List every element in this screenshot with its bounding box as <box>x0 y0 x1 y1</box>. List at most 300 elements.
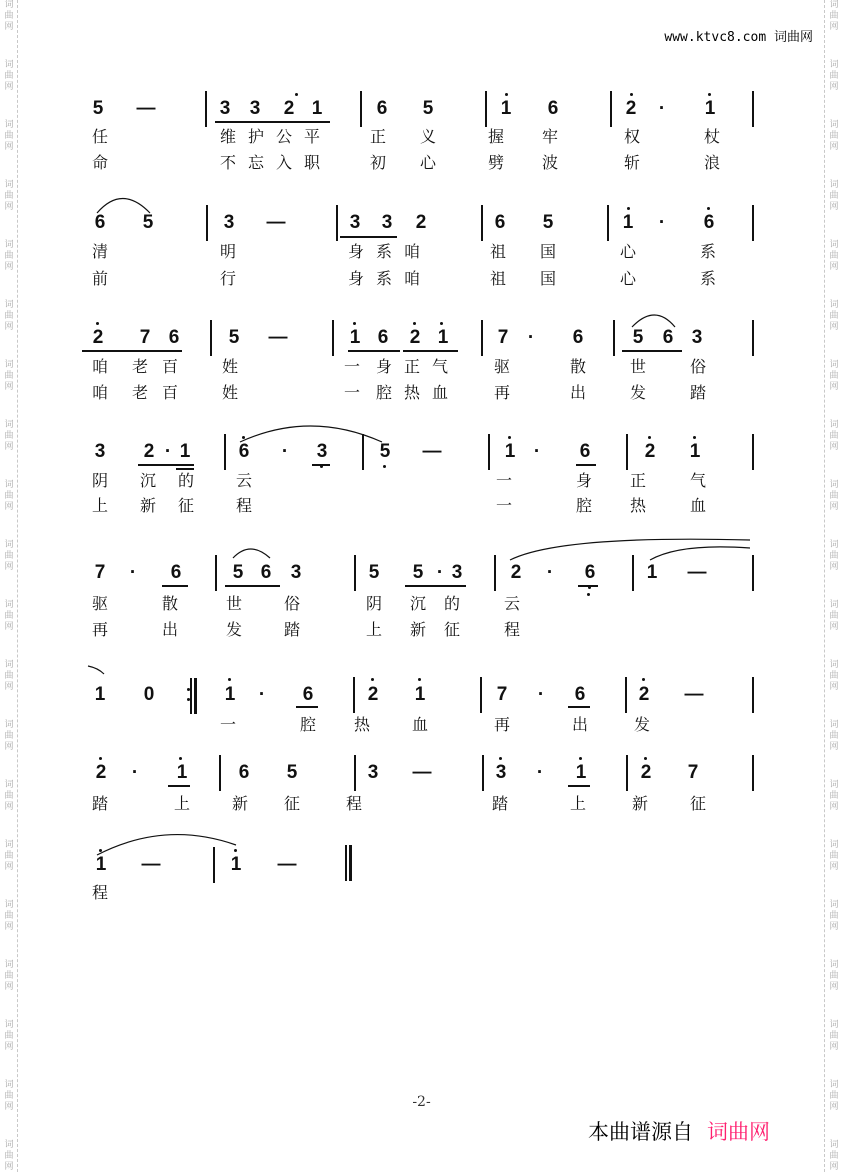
watermark-char: 词 <box>829 120 839 130</box>
lyric-verse1: 权 <box>624 127 641 146</box>
watermark-char: 曲 <box>4 731 14 741</box>
jianpu-note: 1 <box>230 854 242 875</box>
lyric-verse1: 系 <box>376 242 393 261</box>
watermark-char: 词 <box>829 60 839 70</box>
lyric-verse2: 姓 <box>222 383 239 402</box>
jianpu-note: 5 <box>142 212 154 233</box>
watermark-char: 词 <box>4 540 14 550</box>
lyric-verse2: 上 <box>366 620 383 639</box>
lyric-verse1: 踏 <box>92 794 109 813</box>
jianpu-note: 3 <box>691 327 703 348</box>
watermark-char: 网 <box>4 682 14 692</box>
jianpu-note: — <box>277 854 297 875</box>
watermark-char: 网 <box>4 82 14 92</box>
lyric-verse1: 维 <box>220 127 237 146</box>
watermark-char: 曲 <box>829 731 839 741</box>
lyric-verse1: 身 <box>348 242 365 261</box>
jianpu-note: · <box>537 684 545 705</box>
jianpu-note: 6 <box>238 762 250 783</box>
lyric-verse1: 征 <box>690 794 707 813</box>
watermark-char: 网 <box>4 22 14 32</box>
jianpu-note: 6 <box>376 98 388 119</box>
watermark-char: 曲 <box>829 1091 839 1101</box>
watermark-char: 网 <box>4 982 14 992</box>
jianpu-note: 2 <box>638 684 650 705</box>
lyric-verse2: 老 <box>132 383 149 402</box>
watermark-char: 词 <box>4 780 14 790</box>
lyric-verse1: 云 <box>504 594 521 613</box>
jianpu-note: 3 <box>495 762 507 783</box>
lyric-verse2: 系 <box>376 269 393 288</box>
lyric-verse2: 命 <box>92 153 109 172</box>
lyric-verse1: 正 <box>370 127 387 146</box>
watermark-char: 网 <box>4 1162 14 1172</box>
watermark-char: 曲 <box>829 551 839 561</box>
site-name: 词曲网 <box>773 30 813 45</box>
jianpu-note: 2 <box>367 684 379 705</box>
watermark-char: 词 <box>4 120 14 130</box>
lyric-verse1: 上 <box>174 794 191 813</box>
jianpu-note: 2 <box>283 98 295 119</box>
lyric-verse2: 不 <box>220 153 237 172</box>
watermark-char: 网 <box>829 322 839 332</box>
lyric-verse1: 系 <box>700 242 717 261</box>
jianpu-note: 1 <box>179 441 191 462</box>
lyric-verse1: 散 <box>162 594 179 613</box>
jianpu-note: 2 <box>644 441 656 462</box>
jianpu-note: 5 <box>632 327 644 348</box>
watermark-char: 词 <box>829 480 839 490</box>
watermark-char: 曲 <box>829 71 839 81</box>
lyric-verse1: 世 <box>226 594 243 613</box>
jianpu-note: — <box>268 327 288 348</box>
watermark-char: 词 <box>4 360 14 370</box>
jianpu-note: 6 <box>168 327 180 348</box>
watermark-char: 词 <box>4 180 14 190</box>
watermark-char: 词 <box>829 300 839 310</box>
jianpu-note: 6 <box>579 441 591 462</box>
lyric-verse2: 再 <box>494 383 511 402</box>
watermark-char: 曲 <box>4 491 14 501</box>
jianpu-note: 5 <box>379 441 391 462</box>
lyric-verse1: 沉 <box>410 594 427 613</box>
jianpu-note: 1 <box>94 684 106 705</box>
watermark-char: 词 <box>4 240 14 250</box>
lyric-verse1: 杖 <box>704 127 721 146</box>
watermark-char: 曲 <box>829 191 839 201</box>
watermark-char: 曲 <box>829 131 839 141</box>
watermark-char: 网 <box>829 682 839 692</box>
lyric-verse1: 正 <box>404 357 421 376</box>
watermark-char: 曲 <box>829 491 839 501</box>
lyric-verse2: 行 <box>220 269 237 288</box>
watermark-char: 曲 <box>829 11 839 21</box>
jianpu-note: — <box>687 562 707 583</box>
watermark-char: 词 <box>829 1140 839 1150</box>
jianpu-note: 3 <box>249 98 261 119</box>
lyric-verse1: 的 <box>444 594 461 613</box>
lyric-verse2: 浪 <box>704 153 721 172</box>
watermark-char: 词 <box>4 480 14 490</box>
lyric-verse1: 俗 <box>690 357 707 376</box>
watermark-char: 网 <box>4 922 14 932</box>
watermark-char: 曲 <box>4 911 14 921</box>
jianpu-note: 2 <box>92 327 104 348</box>
jianpu-note: 6 <box>703 212 715 233</box>
jianpu-note: 1 <box>500 98 512 119</box>
jianpu-note: 6 <box>238 441 250 462</box>
lyric-verse2: 新 <box>410 620 427 639</box>
jianpu-note: 3 <box>219 98 231 119</box>
lyric-verse1: 阴 <box>92 471 109 490</box>
jianpu-note: 5 <box>228 327 240 348</box>
lyric-verse1: 的 <box>178 471 195 490</box>
jianpu-note: · <box>436 562 444 583</box>
watermark-char: 网 <box>4 442 14 452</box>
lyric-verse1: 咱 <box>92 357 109 376</box>
watermark-char: 网 <box>4 622 14 632</box>
lyric-verse2: 腔 <box>376 383 393 402</box>
watermark-char: 曲 <box>4 251 14 261</box>
lyric-verse1: 上 <box>570 794 587 813</box>
jianpu-note: 5 <box>92 98 104 119</box>
lyric-verse2: 发 <box>226 620 243 639</box>
jianpu-note: 0 <box>143 684 155 705</box>
jianpu-note: 6 <box>377 327 389 348</box>
jianpu-note: 1 <box>311 98 323 119</box>
watermark-char: 网 <box>829 742 839 752</box>
watermark-char: 曲 <box>829 1151 839 1161</box>
watermark-char: 网 <box>829 82 839 92</box>
lyric-verse1: 驱 <box>92 594 109 613</box>
watermark-char: 词 <box>4 660 14 670</box>
lyric-verse1: 祖 <box>490 242 507 261</box>
lyric-verse1: 姓 <box>222 357 239 376</box>
source-brand: 词曲网 <box>707 1120 770 1144</box>
watermark-char: 词 <box>4 1140 14 1150</box>
lyric-verse1: 热 <box>354 715 371 734</box>
lyric-verse1: 新 <box>232 794 249 813</box>
watermark-char: 网 <box>829 862 839 872</box>
watermark-char: 词 <box>829 1020 839 1030</box>
watermark-char: 网 <box>829 922 839 932</box>
watermark-char: 曲 <box>4 671 14 681</box>
jianpu-note: 1 <box>176 762 188 783</box>
jianpu-note: 5 <box>368 562 380 583</box>
jianpu-note: 5 <box>412 562 424 583</box>
watermark-char: 词 <box>829 180 839 190</box>
lyric-verse2: 心 <box>620 269 637 288</box>
lyric-verse2: 初 <box>370 153 387 172</box>
watermark-char: 网 <box>829 442 839 452</box>
lyric-verse2: 腔 <box>576 496 593 515</box>
lyric-verse1: 牢 <box>542 127 559 146</box>
watermark-char: 曲 <box>4 1151 14 1161</box>
watermark-char: 曲 <box>4 71 14 81</box>
watermark-char: 词 <box>4 420 14 430</box>
lyric-verse2: 程 <box>504 620 521 639</box>
lyric-verse2: 咱 <box>404 269 421 288</box>
jianpu-note: 7 <box>687 762 699 783</box>
jianpu-note: — <box>422 441 442 462</box>
lyric-verse1: 握 <box>488 127 505 146</box>
jianpu-note: 6 <box>260 562 272 583</box>
watermark-char: 曲 <box>4 1091 14 1101</box>
lyric-verse1: 程 <box>346 794 363 813</box>
watermark-char: 词 <box>829 600 839 610</box>
lyric-verse2: 忘 <box>248 153 265 172</box>
watermark-char: 词 <box>829 660 839 670</box>
jianpu-note: — <box>136 98 156 119</box>
watermark-char: 网 <box>4 562 14 572</box>
lyric-verse1: 踏 <box>492 794 509 813</box>
lyric-verse1: 世 <box>630 357 647 376</box>
watermark-char: 曲 <box>4 11 14 21</box>
lyric-verse1: 一 <box>344 357 361 376</box>
watermark-char: 曲 <box>4 371 14 381</box>
watermark-char: 网 <box>4 322 14 332</box>
watermark-char: 词 <box>829 840 839 850</box>
lyric-verse1: 沉 <box>140 471 157 490</box>
lyric-verse1: 明 <box>220 242 237 261</box>
lyric-verse1: 老 <box>132 357 149 376</box>
watermark-char: 曲 <box>829 371 839 381</box>
watermark-char: 曲 <box>829 671 839 681</box>
watermark-char: 词 <box>4 600 14 610</box>
jianpu-note: 3 <box>94 441 106 462</box>
watermark-char: 词 <box>4 300 14 310</box>
lyric-verse1: 散 <box>570 357 587 376</box>
slur <box>97 199 150 214</box>
lyric-verse1: 再 <box>494 715 511 734</box>
jianpu-note: 6 <box>584 562 596 583</box>
jianpu-note: 3 <box>367 762 379 783</box>
lyric-verse2: 出 <box>570 383 587 402</box>
slur <box>510 539 750 560</box>
watermark-char: 词 <box>829 420 839 430</box>
lyric-verse1: 发 <box>634 715 651 734</box>
watermark-char: 网 <box>4 862 14 872</box>
watermark-char: 曲 <box>4 191 14 201</box>
watermark-char: 网 <box>4 202 14 212</box>
lyric-verse2: 血 <box>690 496 707 515</box>
jianpu-note: 1 <box>704 98 716 119</box>
jianpu-note: — <box>266 212 286 233</box>
watermark-char: 网 <box>829 22 839 32</box>
watermark-char: 曲 <box>829 791 839 801</box>
watermark-char: 词 <box>829 240 839 250</box>
lyric-verse1: 咱 <box>404 242 421 261</box>
lyric-verse2: 踏 <box>284 620 301 639</box>
jianpu-note: 3 <box>381 212 393 233</box>
watermark-char: 曲 <box>4 611 14 621</box>
watermark-char: 网 <box>829 262 839 272</box>
watermark-char: 网 <box>829 202 839 212</box>
jianpu-note: · <box>164 441 172 462</box>
lyric-verse1: 任 <box>92 127 109 146</box>
lyric-verse2: 新 <box>140 496 157 515</box>
watermark-char: 词 <box>4 840 14 850</box>
watermark-char: 曲 <box>4 791 14 801</box>
jianpu-note: 2 <box>95 762 107 783</box>
jianpu-note: · <box>258 684 266 705</box>
jianpu-note: 1 <box>646 562 658 583</box>
jianpu-note: 7 <box>497 327 509 348</box>
lyric-verse1: 驱 <box>494 357 511 376</box>
watermark-char: 曲 <box>829 251 839 261</box>
watermark-char: 曲 <box>829 611 839 621</box>
jianpu-note: 3 <box>451 562 463 583</box>
lyric-verse2: 踏 <box>690 383 707 402</box>
jianpu-note: 6 <box>170 562 182 583</box>
watermark-char: 网 <box>829 1162 839 1172</box>
lyric-verse2: 咱 <box>92 383 109 402</box>
watermark-char: 词 <box>4 0 14 10</box>
lyric-verse1: 正 <box>630 471 647 490</box>
lyric-verse2: 心 <box>420 153 437 172</box>
watermark-char: 词 <box>829 960 839 970</box>
watermark-char: 词 <box>4 1080 14 1090</box>
lyric-verse2: 入 <box>276 153 293 172</box>
watermark-char: 词 <box>4 1020 14 1030</box>
watermark-char: 词 <box>829 720 839 730</box>
watermark-char: 网 <box>4 1102 14 1112</box>
watermark-char: 词 <box>4 720 14 730</box>
watermark-char: 网 <box>4 1042 14 1052</box>
watermark-char: 词 <box>829 0 839 10</box>
watermark-char: 曲 <box>4 851 14 861</box>
jianpu-note: · <box>527 327 535 348</box>
slur <box>632 315 675 327</box>
watermark-char: 词 <box>829 900 839 910</box>
lyric-verse2: 热 <box>630 496 647 515</box>
jianpu-note: 3 <box>223 212 235 233</box>
lyric-verse2: 职 <box>304 153 321 172</box>
jianpu-note: · <box>533 441 541 462</box>
lyric-verse1: 云 <box>236 471 253 490</box>
lyric-verse1: 俗 <box>284 594 301 613</box>
jianpu-note: · <box>131 762 139 783</box>
lyric-verse2: 热 <box>404 383 421 402</box>
lyric-verse2: 系 <box>700 269 717 288</box>
watermark-char: 曲 <box>829 911 839 921</box>
jianpu-note: 6 <box>302 684 314 705</box>
jianpu-note: — <box>141 854 161 875</box>
watermark-char: 曲 <box>829 971 839 981</box>
lyric-verse1: 护 <box>248 127 265 146</box>
jianpu-note: 6 <box>572 327 584 348</box>
lyric-verse1: 腔 <box>300 715 317 734</box>
jianpu-note: · <box>658 212 666 233</box>
jianpu-note: 1 <box>689 441 701 462</box>
lyric-verse1: 气 <box>690 471 707 490</box>
watermark-char: 网 <box>829 142 839 152</box>
jianpu-note: — <box>684 684 704 705</box>
jianpu-note: 7 <box>139 327 151 348</box>
watermark-char: 网 <box>829 1102 839 1112</box>
jianpu-note: 1 <box>349 327 361 348</box>
watermark-char: 词 <box>4 60 14 70</box>
lyric-verse2: 前 <box>92 269 109 288</box>
watermark-char: 曲 <box>829 851 839 861</box>
watermark-char: 词 <box>829 360 839 370</box>
watermark-char: 词 <box>829 1080 839 1090</box>
watermark-char: 曲 <box>4 971 14 981</box>
lyric-verse2: 百 <box>162 383 179 402</box>
watermark-char: 网 <box>829 562 839 572</box>
lyric-verse2: 上 <box>92 496 109 515</box>
watermark-char: 曲 <box>829 1031 839 1041</box>
jianpu-note: 5 <box>542 212 554 233</box>
lyric-verse2: 发 <box>630 383 647 402</box>
jianpu-note: 2 <box>625 98 637 119</box>
slur <box>233 549 270 558</box>
watermark-char: 网 <box>829 622 839 632</box>
lyric-verse1: 一 <box>496 471 513 490</box>
jianpu-note: · <box>129 562 137 583</box>
jianpu-note: 6 <box>494 212 506 233</box>
watermark-char: 网 <box>4 502 14 512</box>
jianpu-note: 1 <box>224 684 236 705</box>
lyric-verse2: 斩 <box>624 153 641 172</box>
lyric-verse2: 身 <box>348 269 365 288</box>
lyric-verse1: 心 <box>620 242 637 261</box>
lyric-verse1: 公 <box>276 127 293 146</box>
watermark-char: 词 <box>4 960 14 970</box>
source-text: 本曲谱源自 <box>588 1120 693 1144</box>
jianpu-note: 5 <box>232 562 244 583</box>
lyric-verse1: 血 <box>412 715 429 734</box>
lyric-verse1: 一 <box>220 715 237 734</box>
lyric-verse2: 国 <box>540 269 557 288</box>
jianpu-note: · <box>546 562 554 583</box>
watermark-char: 曲 <box>829 311 839 321</box>
watermark-char: 曲 <box>4 431 14 441</box>
jianpu-note: 1 <box>504 441 516 462</box>
site-url: www.ktvc8.com <box>664 30 767 45</box>
jianpu-note: · <box>536 762 544 783</box>
watermark-char: 曲 <box>4 131 14 141</box>
lyric-verse2: 征 <box>444 620 461 639</box>
lyric-verse1: 身 <box>376 357 393 376</box>
watermark-char: 曲 <box>4 551 14 561</box>
lyric-verse1: 出 <box>572 715 589 734</box>
source-credit <box>588 1116 770 1146</box>
jianpu-note: 1 <box>622 212 634 233</box>
jianpu-note: 3 <box>290 562 302 583</box>
jianpu-note: 1 <box>414 684 426 705</box>
watermark-char: 曲 <box>4 1031 14 1041</box>
watermark-char: 网 <box>4 262 14 272</box>
jianpu-note: 1 <box>575 762 587 783</box>
watermark-char: 词 <box>4 900 14 910</box>
watermark-char: 网 <box>829 982 839 992</box>
jianpu-note: 6 <box>574 684 586 705</box>
jianpu-note: 2 <box>415 212 427 233</box>
slur <box>240 426 382 442</box>
page-number: -2- <box>412 1094 431 1110</box>
jianpu-note: 3 <box>349 212 361 233</box>
jianpu-note: 3 <box>316 441 328 462</box>
lyric-verse1: 征 <box>284 794 301 813</box>
jianpu-note: 6 <box>547 98 559 119</box>
lyric-verse1: 程 <box>92 883 109 902</box>
lyric-verse2: 一 <box>496 496 513 515</box>
jianpu-note: 2 <box>640 762 652 783</box>
jianpu-note: 1 <box>95 854 107 875</box>
jianpu-note: 5 <box>286 762 298 783</box>
jianpu-note: 5 <box>422 98 434 119</box>
